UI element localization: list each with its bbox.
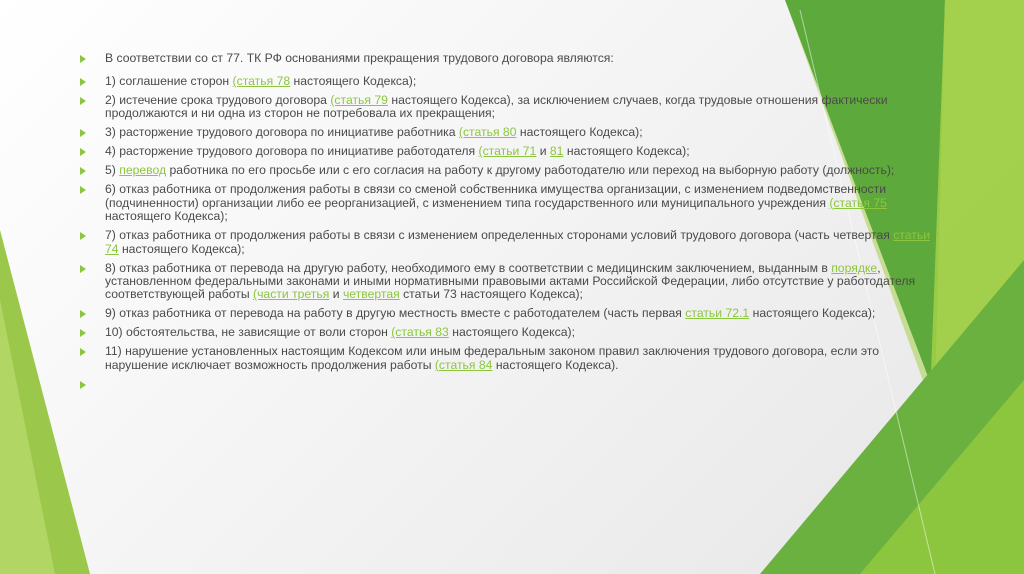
content-area bbox=[80, 52, 942, 378]
item-text: 10) обстоятельства, не зависящие от воли сторон bbox=[105, 325, 392, 340]
article-link[interactable]: (статья 75 bbox=[829, 195, 887, 210]
article-link[interactable]: перевод bbox=[119, 163, 167, 178]
article-link[interactable]: (статья 79 bbox=[330, 92, 388, 107]
list-item bbox=[80, 52, 942, 65]
list-item bbox=[80, 326, 942, 339]
list-item bbox=[80, 145, 942, 158]
item-text: 8) отказ работника от перевода на другую работу, необходимого ему в соответствии с медицинским заключением, выданным в bbox=[105, 260, 832, 275]
item-text: и bbox=[329, 287, 343, 302]
item-text: настоящего Кодекса); bbox=[290, 73, 417, 88]
list-item bbox=[80, 307, 942, 320]
item-text: настоящего Кодекса); bbox=[563, 144, 690, 159]
list-item bbox=[80, 229, 942, 256]
article-link[interactable]: статьи 72.1 bbox=[685, 306, 750, 321]
item-text: 3) расторжение трудового договора по инициативе работника bbox=[105, 125, 459, 140]
item-text: настоящего Кодекса); bbox=[749, 306, 876, 321]
bullet-arrow-icon bbox=[80, 381, 86, 389]
item-text: 4) расторжение трудового договора по инициативе работодателя bbox=[105, 144, 479, 159]
item-text: 1) соглашение сторон bbox=[105, 73, 233, 88]
article-link[interactable]: статьи 74 bbox=[105, 228, 931, 256]
bullet-arrow-icon bbox=[80, 265, 86, 273]
bullet-list bbox=[80, 52, 942, 372]
bullet-arrow-icon bbox=[80, 348, 86, 356]
list-item bbox=[80, 345, 942, 372]
item-text: настоящего Кодекса); bbox=[118, 241, 245, 256]
article-link[interactable]: четвертая bbox=[342, 287, 400, 302]
list-item bbox=[80, 262, 942, 302]
article-link[interactable]: 81 bbox=[549, 144, 564, 159]
item-text: работника по его просьбе или с его согласия на работу к другому работодателю или переход на выборную работу (должность); bbox=[166, 163, 895, 178]
item-text: статьи 73 настоящего Кодекса); bbox=[399, 287, 583, 302]
bullet-arrow-icon bbox=[80, 97, 86, 105]
item-text: 6) отказ работника от продолжения работы в связи со сменой собственника имущества организации, с изменением подведомственности (подчиненности) организации либо ее реорганизацией, с изменением типа государственного или муниципального учреждения bbox=[105, 182, 887, 210]
list-item bbox=[80, 164, 942, 177]
bullet-arrow-icon bbox=[80, 78, 86, 86]
list-item bbox=[80, 94, 942, 121]
item-text: настоящего Кодекса); bbox=[516, 125, 643, 140]
article-link[interactable]: (статья 84 bbox=[434, 357, 493, 372]
item-text: В соответствии со ст 77. ТК РФ основаниями прекращения трудового договора являются: bbox=[105, 51, 614, 65]
bullet-arrow-icon bbox=[80, 55, 86, 63]
bullet-arrow-icon bbox=[80, 329, 86, 337]
article-link[interactable]: (статьи 71 bbox=[478, 144, 537, 159]
item-text: и bbox=[536, 144, 550, 159]
article-link[interactable]: (статья 83 bbox=[391, 325, 449, 340]
item-text: 9) отказ работника от перевода на работу в другую местность вместе с работодателем (часть первая bbox=[105, 306, 686, 321]
bullet-arrow-icon bbox=[80, 148, 86, 156]
item-text: настоящего Кодекса). bbox=[492, 357, 619, 372]
bullet-arrow-icon bbox=[80, 232, 86, 240]
bullet-arrow-icon bbox=[80, 310, 86, 318]
article-link[interactable]: порядке bbox=[831, 260, 878, 275]
list-item bbox=[80, 183, 942, 223]
item-text: 5) bbox=[105, 163, 120, 178]
item-text: настоящего Кодекса); bbox=[105, 209, 228, 224]
bullet-arrow-icon bbox=[80, 129, 86, 137]
list-item bbox=[80, 75, 942, 88]
item-text: настоящего Кодекса); bbox=[448, 325, 575, 340]
item-text: , установленном федеральными законами и иными нормативными правовыми актами Российской Федерации, либо отсутствие у работодателя соответствующей работы bbox=[105, 260, 916, 302]
bullet-arrow-icon bbox=[80, 186, 86, 194]
article-link[interactable]: (части третья bbox=[253, 287, 330, 302]
item-text: 2) истечение срока трудового договора bbox=[105, 92, 331, 107]
article-link[interactable]: (статья 80 bbox=[458, 125, 517, 140]
item-text: 11) нарушение установленных настоящим Кодексом или иным федеральным законом правил заключения трудового договора, если это нарушение исключает возможность продолжения работы bbox=[105, 344, 879, 372]
bullet-arrow-icon bbox=[80, 167, 86, 175]
article-link[interactable]: (статья 78 bbox=[232, 73, 291, 88]
item-text: 7) отказ работника от продолжения работы в связи с изменением определенных сторонами условий трудового договора (часть четвертая bbox=[105, 228, 894, 243]
list-item bbox=[80, 126, 942, 139]
item-text: настоящего Кодекса), за исключением случаев, когда трудовые отношения фактически продолжаются и ни одна из сторон не потребовала их прекращения; bbox=[105, 92, 888, 121]
